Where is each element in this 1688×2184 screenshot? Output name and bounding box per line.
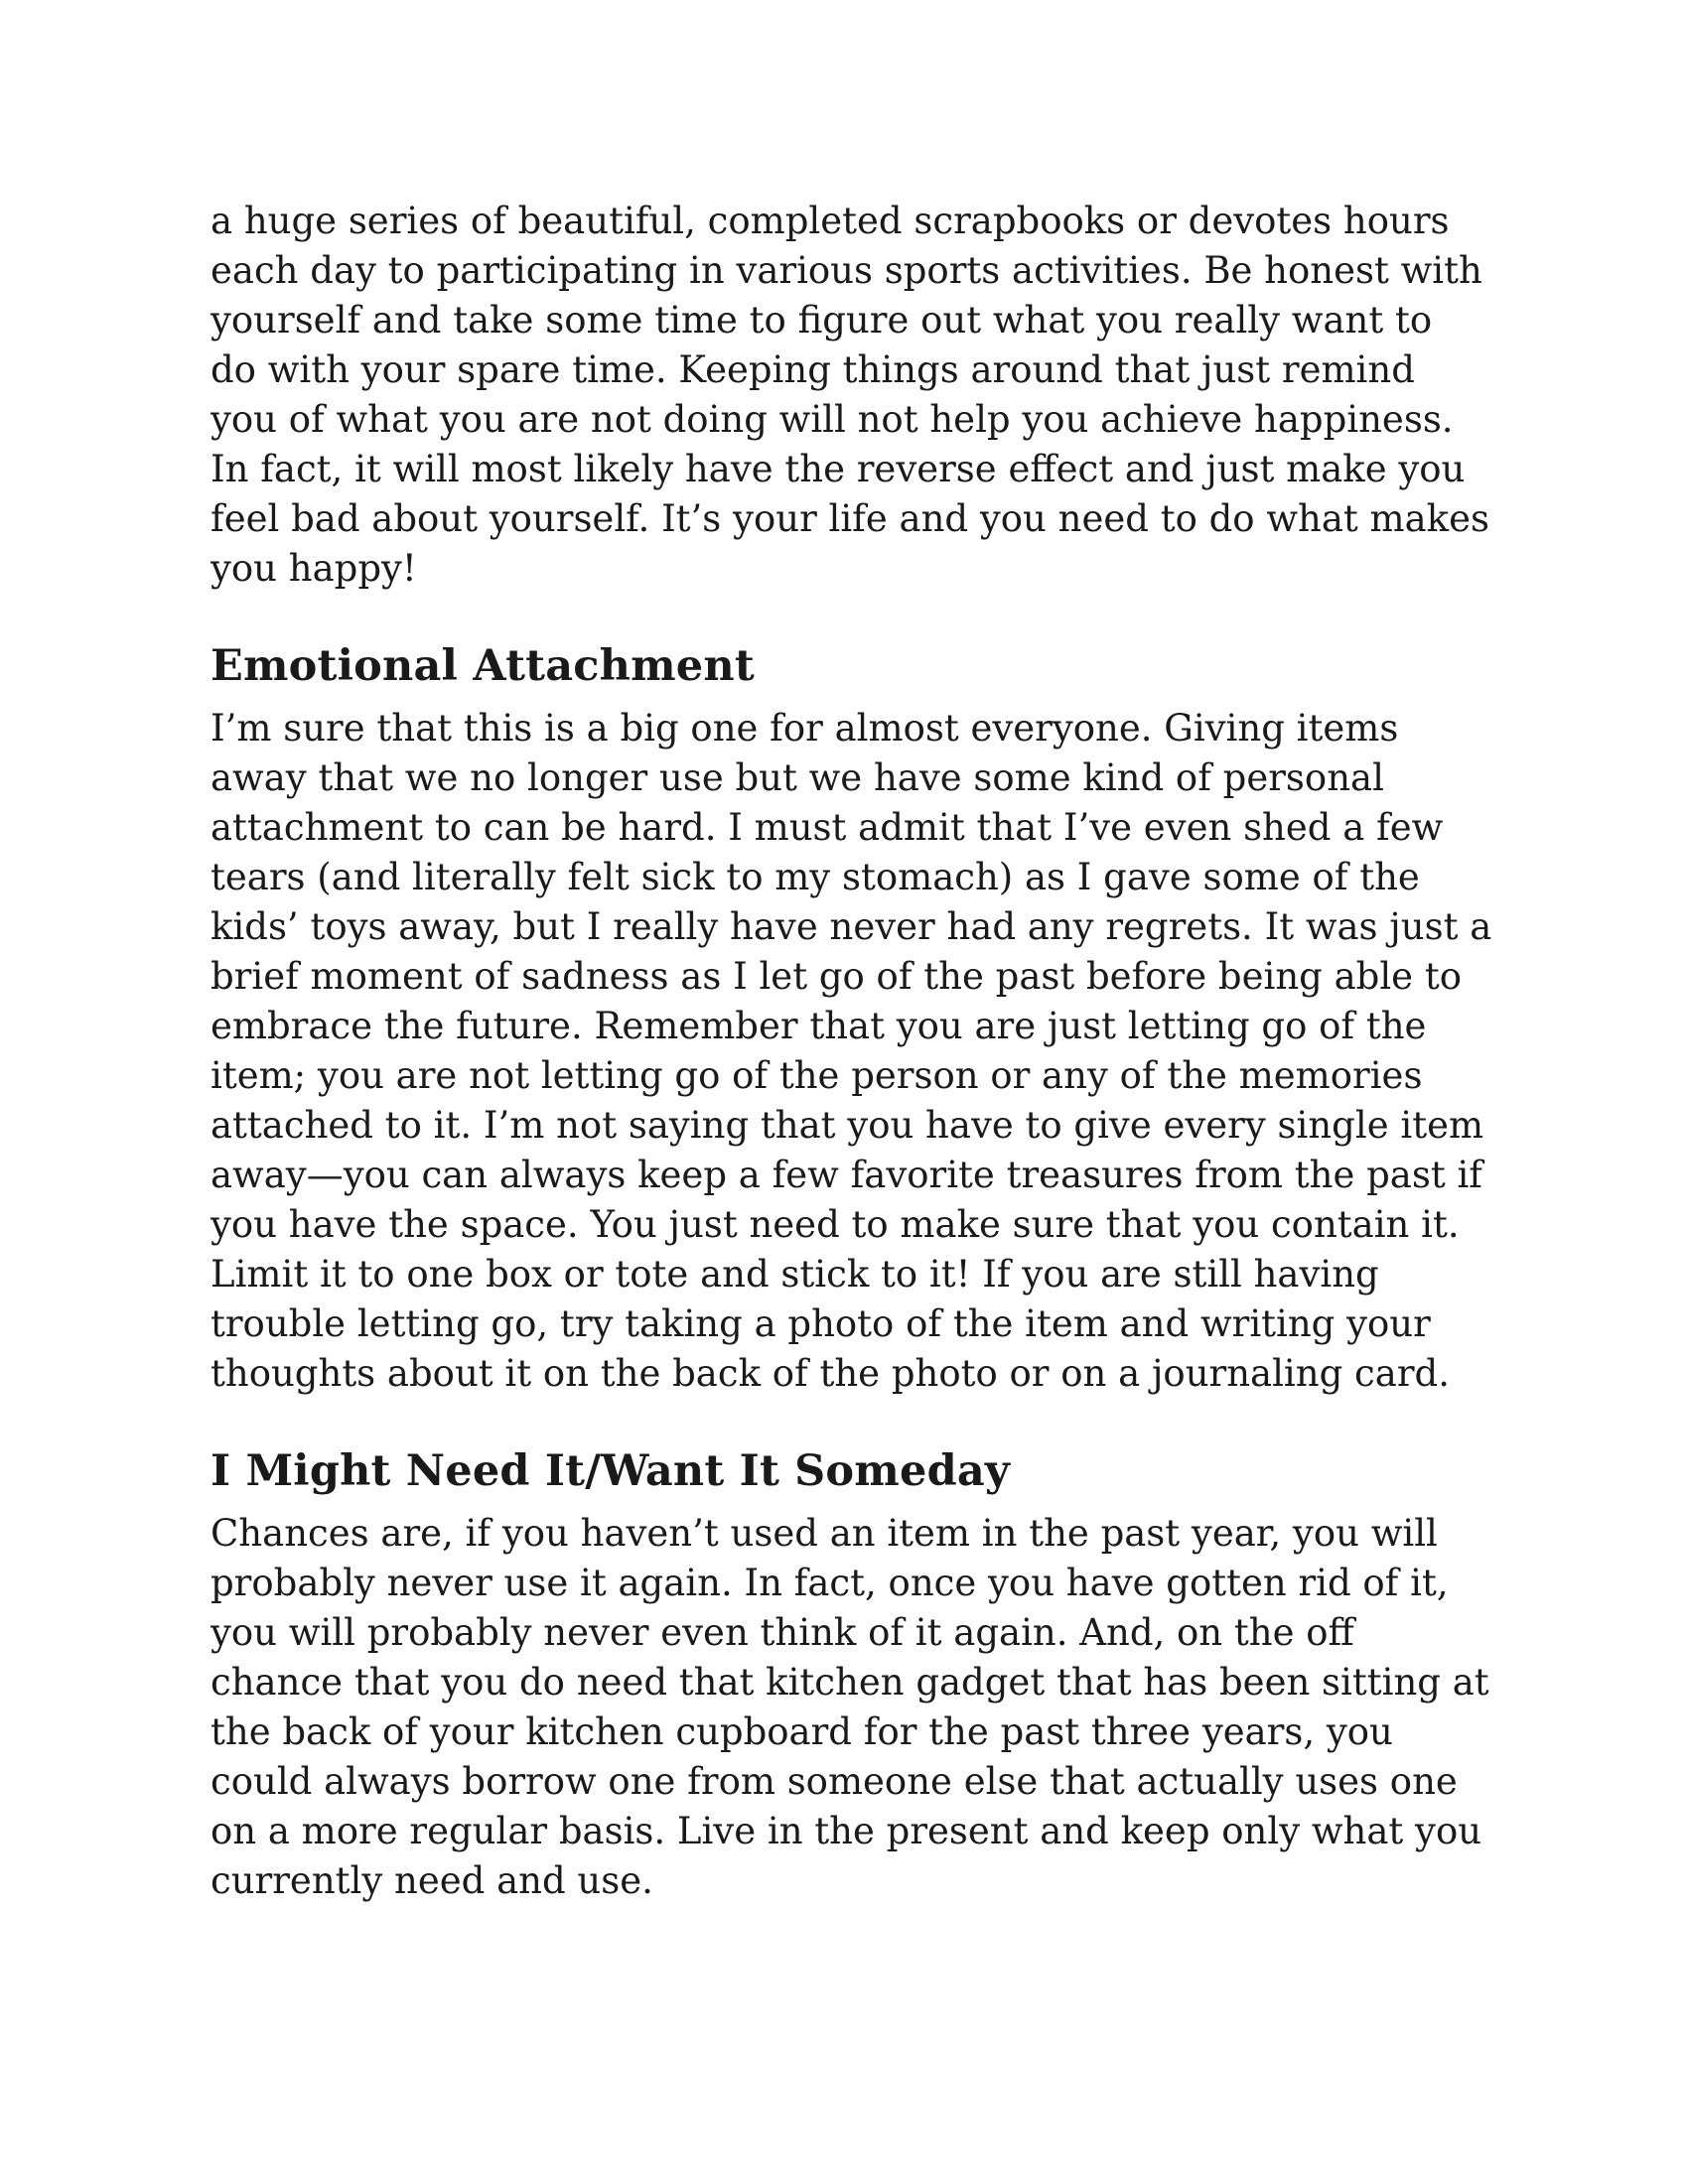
text-line: you happy! bbox=[211, 547, 417, 590]
section-heading-might-need-it: I Might Need It/Want It Someday bbox=[211, 1446, 1011, 1496]
text-line: do with your spare time. Keeping things around that just remind bbox=[211, 348, 1415, 391]
text-line: attachment to can be hard. I must admit that I’ve even shed a few bbox=[211, 806, 1444, 849]
text-line: attached to it. I’m not saying that you have to give every single item bbox=[211, 1104, 1484, 1147]
text-line: you will probably never even think of it again. And, on the off bbox=[211, 1611, 1354, 1654]
text-line: the back of your kitchen cupboard for the past three years, you bbox=[211, 1710, 1393, 1753]
text-line: Chances are, if you haven’t used an item in the past year, you will bbox=[211, 1512, 1438, 1555]
text-line: probably never use it again. In fact, once you have gotten rid of it, bbox=[211, 1562, 1449, 1604]
intro-paragraph bbox=[211, 197, 1491, 594]
text-line: trouble letting go, try taking a photo of the item and writing your bbox=[211, 1302, 1431, 1345]
document-page bbox=[211, 197, 1491, 1906]
text-line: yourself and take some time to figure out what you really want to bbox=[211, 299, 1433, 341]
text-line: tears (and literally felt sick to my stomach) as I gave some of the bbox=[211, 856, 1420, 898]
text-line: feel bad about yourself. It’s your life and you need to do what makes bbox=[211, 497, 1489, 540]
text-line: could always borrow one from someone else that actually uses one bbox=[211, 1760, 1458, 1803]
text-line: thoughts about it on the back of the photo or on a journaling card. bbox=[211, 1352, 1450, 1395]
text-line: item; you are not letting go of the person or any of the memories bbox=[211, 1054, 1423, 1097]
text-line: Limit it to one box or tote and stick to it! If you are still having bbox=[211, 1253, 1379, 1296]
text-line: you of what you are not doing will not help you achieve happiness. bbox=[211, 398, 1454, 441]
emotional-attachment-paragraph bbox=[211, 704, 1491, 1399]
text-line: away—you can always keep a few favorite treasures from the past if bbox=[211, 1154, 1482, 1196]
text-line: embrace the future. Remember that you are just letting go of the bbox=[211, 1005, 1427, 1047]
text-line: I’m sure that this is a big one for almost everyone. Giving items bbox=[211, 707, 1399, 750]
text-line: away that we no longer use but we have some kind of personal bbox=[211, 756, 1384, 799]
text-line: brief moment of sadness as I let go of the past before being able to bbox=[211, 955, 1462, 998]
text-line: chance that you do need that kitchen gadget that has been sitting at bbox=[211, 1661, 1489, 1704]
text-line: In fact, it will most likely have the reverse effect and just make you bbox=[211, 448, 1466, 490]
text-line: on a more regular basis. Live in the present and keep only what you bbox=[211, 1810, 1482, 1852]
text-line: kids’ toys away, but I really have never had any regrets. It was just a bbox=[211, 905, 1492, 948]
text-line: you have the space. You just need to make sure that you contain it. bbox=[211, 1203, 1460, 1246]
text-line: a huge series of beautiful, completed scrapbooks or devotes hours bbox=[211, 200, 1450, 242]
section-heading-emotional-attachment: Emotional Attachment bbox=[211, 641, 755, 691]
might-need-it-paragraph bbox=[211, 1509, 1491, 1906]
text-line: each day to participating in various sports activities. Be honest with bbox=[211, 249, 1482, 292]
text-line: currently need and use. bbox=[211, 1859, 653, 1902]
